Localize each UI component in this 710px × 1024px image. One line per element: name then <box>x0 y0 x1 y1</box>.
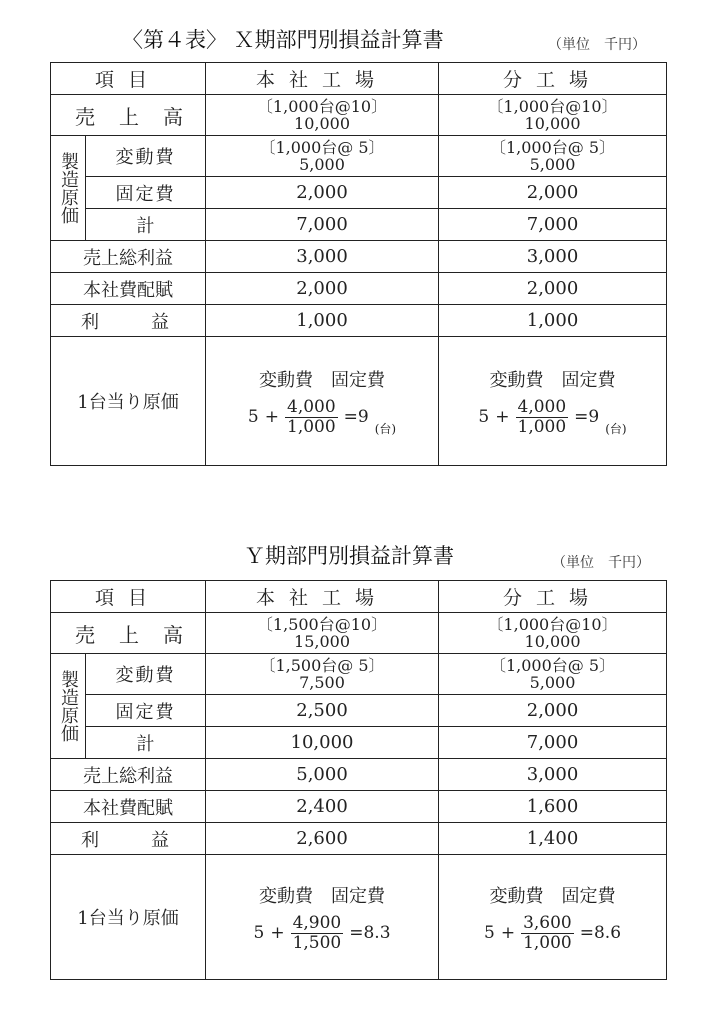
cell-main-unit-cost: 変動費 固定費 5 + $\frac{4,000}{1,000}$ =9 (台) <box>206 337 439 466</box>
row-label-fixed-cost: 固定費 <box>86 177 206 209</box>
table-row-hq-allocation <box>51 273 667 305</box>
cell-branch-fixed: 2,000 <box>439 177 667 209</box>
table-row-profit <box>51 305 667 337</box>
cell-branch-total: 7,000 <box>439 209 667 241</box>
table-row-total-cost <box>51 209 667 241</box>
row-label-sales: 売 上 高 <box>51 95 206 136</box>
cell-branch-sales: 〔1,000台@10〕 10,000 <box>439 95 667 136</box>
table-row-hq-allocation <box>51 791 667 823</box>
x-table-title: 〈第４表〉 Ｘ期部門別損益計算書 <box>122 28 444 52</box>
table-row-variable-cost <box>51 654 667 695</box>
cell-main-variable: 〔1,500台@ 5〕 7,500 <box>206 654 439 695</box>
table-row-fixed-cost <box>51 177 667 209</box>
cell-branch-profit: 1,400 <box>439 823 667 855</box>
cell-branch-unit-cost: 変動費 固定費 5 + $\frac{4,000}{1,000}$ =9 (台) <box>439 337 667 466</box>
row-label-unit-cost: 1台当り原価 <box>51 337 206 466</box>
cell-main-unit-cost: 変動費 固定費 5 + $\frac{4,900}{1,500}$ =8.3 <box>206 855 439 980</box>
row-label-total: 計 <box>86 727 206 759</box>
cell-main-sales: 〔1,000台@10〕 10,000 <box>206 95 439 136</box>
table-row-profit <box>51 823 667 855</box>
cell-branch-variable: 〔1,000台@ 5〕 5,000 <box>439 654 667 695</box>
table-row-unit-cost <box>51 855 667 980</box>
table-row-sales <box>51 95 667 136</box>
cell-main-variable: 〔1,000台@ 5〕 5,000 <box>206 136 439 177</box>
cell-main-hq: 2,000 <box>206 273 439 305</box>
row-label-variable-cost: 変動費 <box>86 654 206 695</box>
cell-main-fixed: 2,000 <box>206 177 439 209</box>
table-header-row <box>51 63 667 95</box>
x-income-statement-table <box>50 62 667 466</box>
cell-branch-total: 7,000 <box>439 727 667 759</box>
header-item: 項目 <box>51 581 206 613</box>
table-row-unit-cost <box>51 337 667 466</box>
row-group-manufacturing-cost: 製造原価 <box>51 136 86 241</box>
row-label-gross-profit: 売上総利益 <box>51 241 206 273</box>
header-item: 項目 <box>51 63 206 95</box>
cell-branch-sales: 〔1,000台@10〕 10,000 <box>439 613 667 654</box>
cell-main-fixed: 2,500 <box>206 695 439 727</box>
table-row-variable-cost <box>51 136 667 177</box>
table-row-gross-profit <box>51 241 667 273</box>
cell-branch-profit: 1,000 <box>439 305 667 337</box>
row-label-sales: 売 上 高 <box>51 613 206 654</box>
cell-main-profit: 2,600 <box>206 823 439 855</box>
cell-main-total: 10,000 <box>206 727 439 759</box>
row-label-profit: 利 益 <box>51 823 206 855</box>
cell-main-gross: 5,000 <box>206 759 439 791</box>
header-branch-factory: 分工場 <box>439 581 667 613</box>
row-label-hq-allocation: 本社費配賦 <box>51 273 206 305</box>
table-row-sales <box>51 613 667 654</box>
row-label-hq-allocation: 本社費配賦 <box>51 791 206 823</box>
table-row-gross-profit <box>51 759 667 791</box>
cell-branch-gross: 3,000 <box>439 759 667 791</box>
cell-main-total: 7,000 <box>206 209 439 241</box>
row-label-fixed-cost: 固定費 <box>86 695 206 727</box>
cell-branch-unit-cost: 変動費 固定費 5 + $\frac{3,600}{1,000}$ =8.6 <box>439 855 667 980</box>
y-table-title: Ｙ期部門別損益計算書 <box>244 544 454 568</box>
cell-branch-fixed: 2,000 <box>439 695 667 727</box>
row-label-profit: 利 益 <box>51 305 206 337</box>
cell-main-profit: 1,000 <box>206 305 439 337</box>
row-label-variable-cost: 変動費 <box>86 136 206 177</box>
y-income-statement-table <box>50 580 667 980</box>
row-label-total: 計 <box>86 209 206 241</box>
cell-branch-hq: 1,600 <box>439 791 667 823</box>
row-label-gross-profit: 売上総利益 <box>51 759 206 791</box>
table-row-fixed-cost <box>51 695 667 727</box>
row-label-unit-cost: 1台当り原価 <box>51 855 206 980</box>
cell-main-hq: 2,400 <box>206 791 439 823</box>
cell-branch-variable: 〔1,000台@ 5〕 5,000 <box>439 136 667 177</box>
row-group-manufacturing-cost: 製造原価 <box>51 654 86 759</box>
header-main-factory: 本社工場 <box>206 581 439 613</box>
cell-main-gross: 3,000 <box>206 241 439 273</box>
header-branch-factory: 分工場 <box>439 63 667 95</box>
cell-branch-gross: 3,000 <box>439 241 667 273</box>
cell-branch-hq: 2,000 <box>439 273 667 305</box>
x-unit-note: （単位 千円） <box>548 37 646 53</box>
y-unit-note: （単位 千円） <box>552 555 650 571</box>
table-header-row <box>51 581 667 613</box>
table-row-total-cost <box>51 727 667 759</box>
cell-main-sales: 〔1,500台@10〕 15,000 <box>206 613 439 654</box>
header-main-factory: 本社工場 <box>206 63 439 95</box>
